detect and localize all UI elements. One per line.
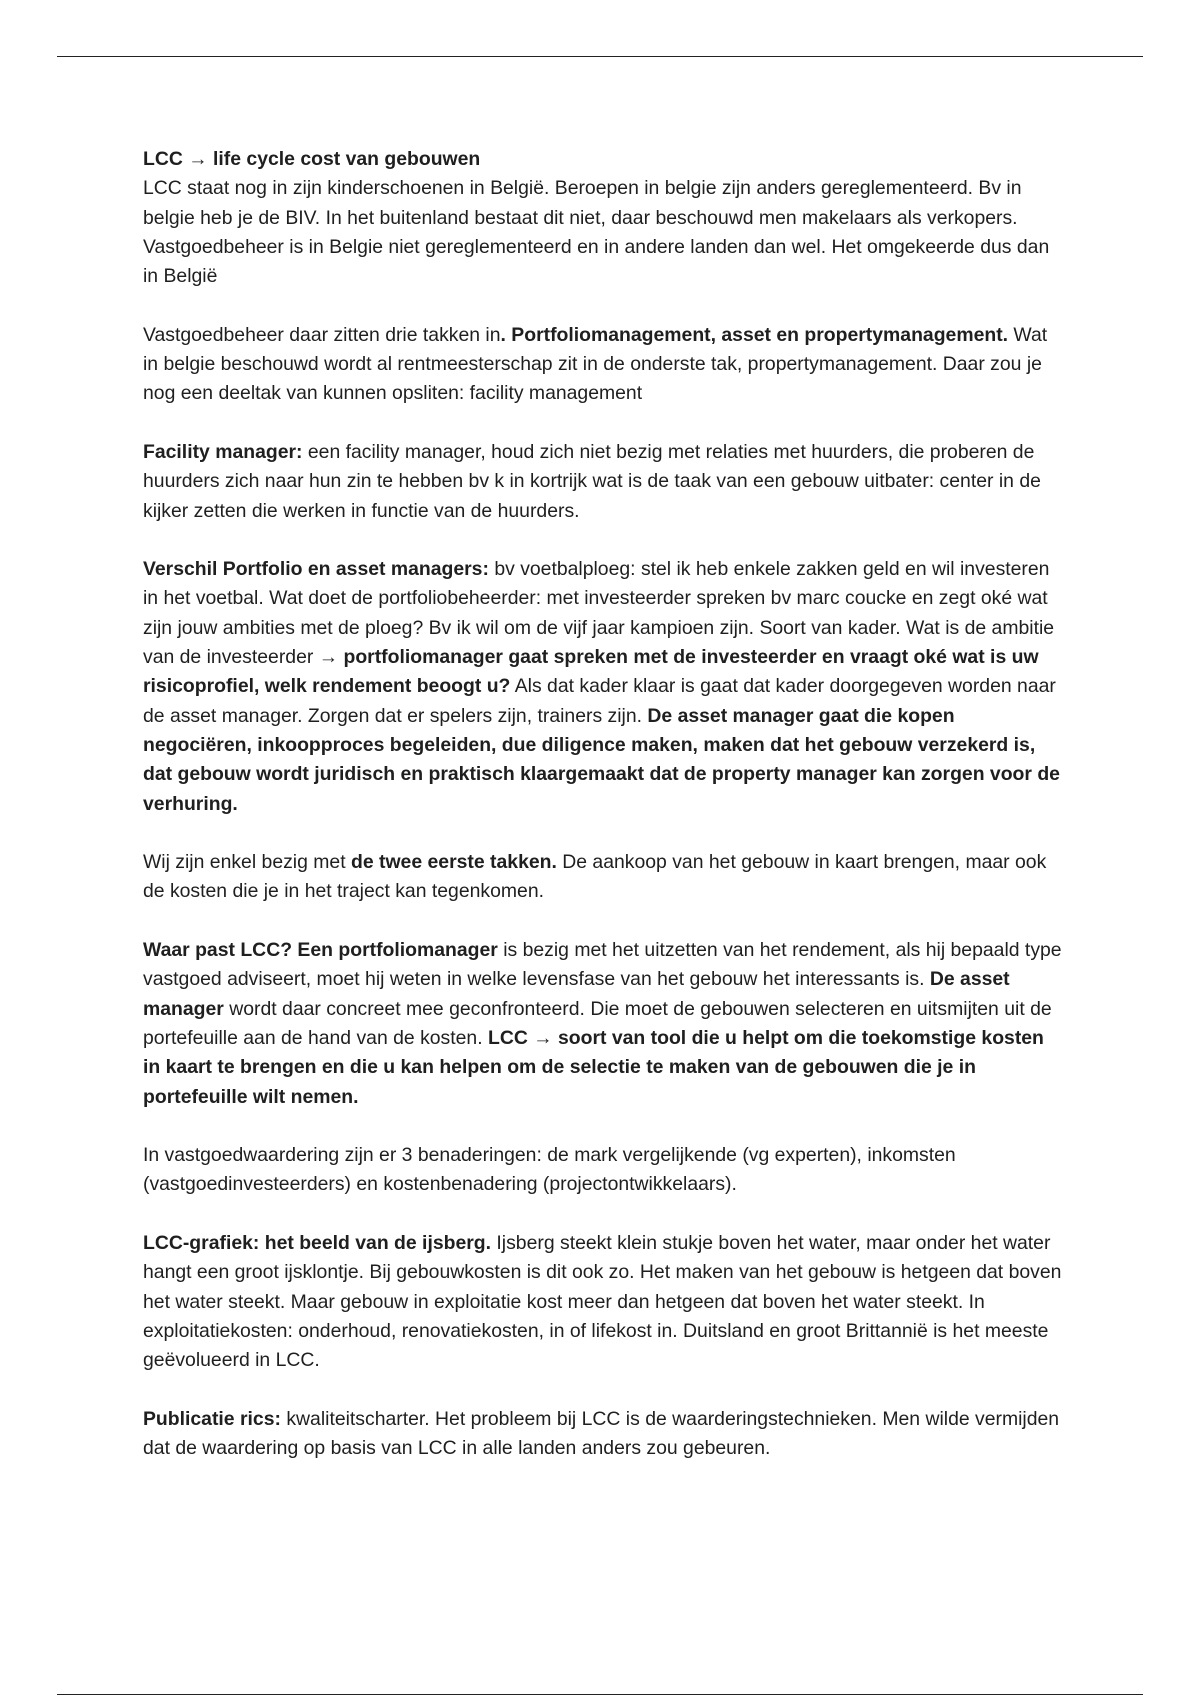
intro-block (143, 145, 1063, 291)
footer-rule (57, 1694, 1143, 1695)
paragraph-vastgoedbeheer: Vastgoedbeheer daar zitten drie takken in. Portfoliomanagement, asset en propertymanagement. Wat in belgie beschouwd wordt al rentmeesterschap zit in de onderste tak, propertymanagement. Daar zou je nog een deeltak van kunnen opsliten: facility management (143, 323, 1048, 405)
document-body (143, 145, 1063, 1493)
document-heading: LCC → life cycle cost van gebouwen (143, 148, 481, 170)
paragraph-facility-manager: Facility manager: een facility manager, houd zich niet bezig met relaties met huurders, die proberen de huurders zich naar hun zin te hebben bv k in kortrijk wat is de taak van een gebouw uitbater: center in de kijker zetten die werken in functie van de huurders. (143, 440, 1041, 522)
paragraph-intro: LCC staat nog in zijn kinderschoenen in België. Beroepen in belgie zijn anders gereglementeerd. Bv in belgie heb je de BIV. In het buitenland bestaat dit niet, daar beschouwd men makelaars als verkopers. Vastgoedbeheer is in Belgie niet gereglementeerd en in andere landen dan wel. Het omgekeerde dus dan in België (143, 177, 1050, 288)
paragraph-vastgoedwaardering: In vastgoedwaardering zijn er 3 benaderingen: de mark vergelijkende (vg experten), inkomsten (vastgoedinvesteerders) en kostenbenadering (projectontwikkelaars). (143, 1144, 956, 1196)
paragraph-waar-past-lcc: Waar past LCC? Een portfoliomanager is bezig met het uitzetten van het rendement, als hij bepaald type vastgoed adviseert, moet hij weten in welke levensfase van het gebouw het interessants is. De asset manager wordt daar concreet mee geconfronteerd. Die moet de gebouwen selecteren en uitsmijten uit de portefeuille aan de hand van de kosten. LCC → soort van tool die u helpt om die toekomstige kosten in kaart te brengen en die u kan helpen om de selectie te maken van de gebouwen die je in portefeuille wilt nemen. (143, 939, 1062, 1108)
paragraph-publicatie-rics: Publicatie rics: kwaliteitscharter. Het probleem bij LCC is de waarderingstechnieken. Men wilde vermijden dat de waardering op basis van LCC in alle landen anders zou gebeuren. (143, 1407, 1060, 1460)
paragraph-twee-takken: Wij zijn enkel bezig met de twee eerste takken. De aankoop van het gebouw in kaart brengen, maar ook de kosten die je in het traject kan tegenkomen. (143, 851, 1047, 903)
paragraph-portfolio-asset: Verschil Portfolio en asset managers: bv voetbalploeg: stel ik heb enkele zakken geld en wil investeren in het voetbal. Wat doet de portfoliobeheerder: met investeerder spreken bv marc coucke en zegt oké wat zijn jouw ambities met de ploeg? Bv ik wil om de vijf jaar kampioen zijn. Soort van kader. Wat is de ambitie van de investeerder → portfoliomanager gaat spreken met de investeerder en vraagt oké wat is uw risicoprofiel, welk rendement beoogt u? Als dat kader klaar is gaat dat kader doorgegeven worden naar de asset manager. Zorgen dat er spelers zijn, trainers zijn. De asset manager gaat die kopen negociëren, inkoopproces begeleiden, due diligence maken, maken dat het gebouw verzekerd is, dat gebouw wordt juridisch en praktisch klaargemaakt dat de property manager kan zorgen voor de verhuring. (143, 558, 1060, 815)
header-rule (57, 56, 1143, 57)
paragraph-lcc-grafiek: LCC-grafiek: het beeld van de ijsberg. Ijsberg steekt klein stukje boven het water, maar onder het water hangt een groot ijsklontje. Bij gebouwkosten is dit ook zo. Het maken van het gebouw is hetgeen dat boven het water steekt. Maar gebouw in exploitatie kost meer dan hetgeen dat boven het water steekt. In exploitatiekosten: onderhoud, renovatiekosten, in of lifekost in. Duitsland en groot Brittannië is het meeste geëvolueerd in LCC. (143, 1231, 1062, 1372)
